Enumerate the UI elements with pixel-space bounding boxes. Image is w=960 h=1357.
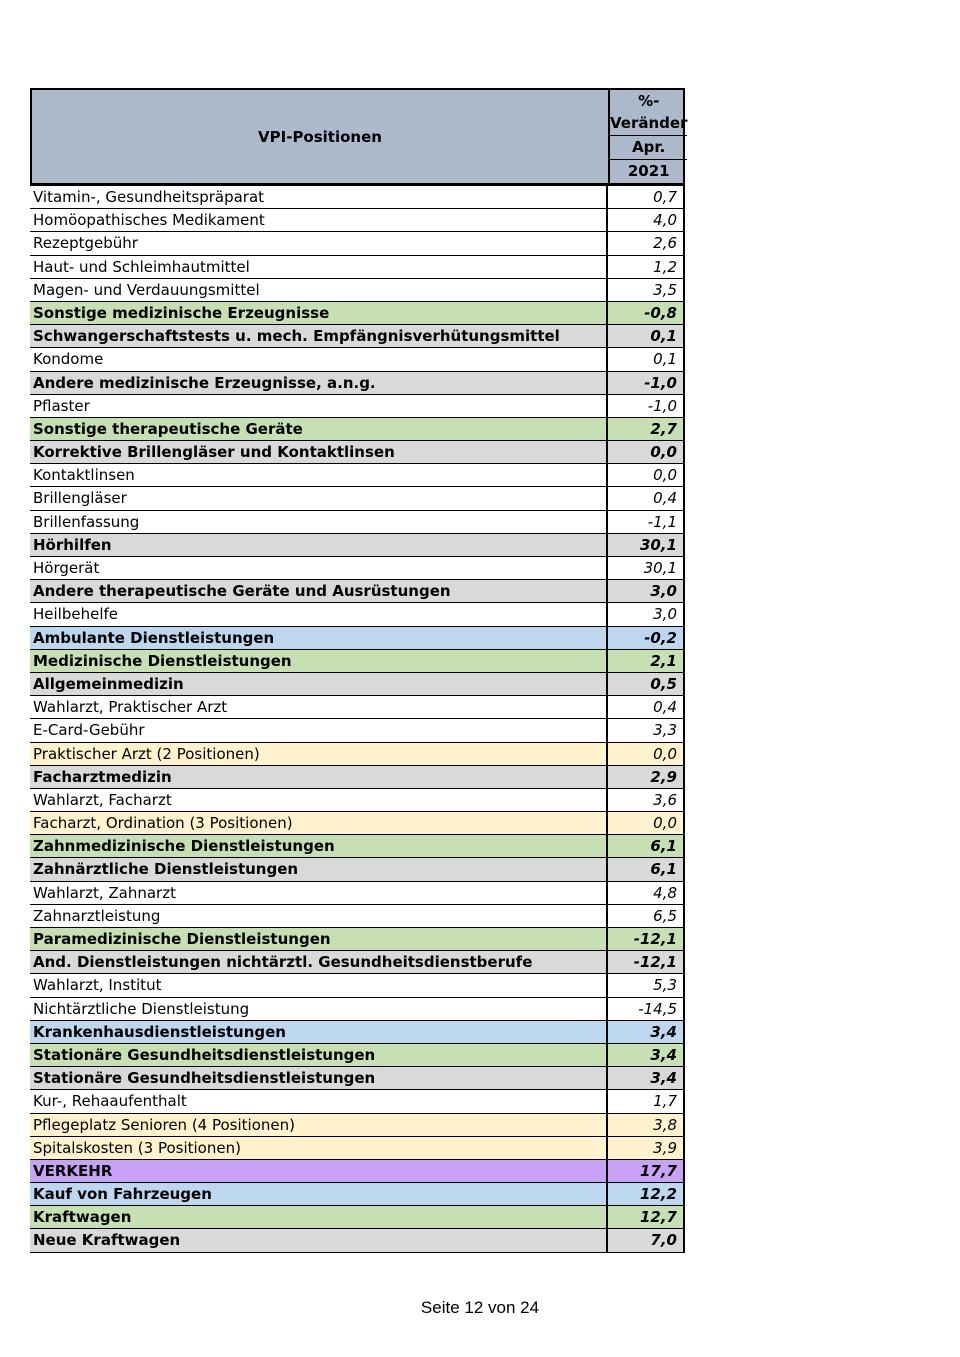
row-label: Kondome [30,348,608,370]
row-label: Heilbehelfe [30,603,608,625]
row-value: -0,2 [608,627,685,649]
table-row [30,882,685,905]
row-value: 2,7 [608,418,685,440]
row-value: 1,7 [608,1090,685,1112]
table-row [30,673,685,696]
row-label: Schwangerschaftstests u. mech. Empfängnisverhütungsmittel [30,325,608,347]
row-value: 0,0 [608,812,685,834]
row-value: 0,5 [608,673,685,695]
row-value: -1,1 [608,511,685,533]
row-label: Pflaster [30,395,608,417]
table-row [30,557,685,580]
header-label: VPI-Positionen [32,90,610,183]
table-row [30,464,685,487]
header-col-line1: %- [638,91,660,110]
row-label: Haut- und Schleimhautmittel [30,256,608,278]
row-label: Brillenfassung [30,511,608,533]
row-label: Wahlarzt, Praktischer Arzt [30,696,608,718]
row-label: Neue Kraftwagen [30,1229,608,1251]
table-row [30,580,685,603]
row-value: 12,2 [608,1183,685,1205]
row-value: 3,8 [608,1114,685,1136]
row-label: E-Card-Gebühr [30,719,608,741]
row-value: 3,6 [608,789,685,811]
row-label: Paramedizinische Dienstleistungen [30,928,608,950]
row-value: 5,3 [608,974,685,996]
table-row [30,743,685,766]
row-value: 30,1 [608,534,685,556]
row-label: Zahnarztleistung [30,905,608,927]
row-label: Rezeptgebühr [30,232,608,254]
row-value: 4,0 [608,209,685,231]
row-label: Ambulante Dienstleistungen [30,627,608,649]
table-row [30,1021,685,1044]
header-column [610,90,687,183]
row-value: 0,7 [608,186,685,208]
row-label: Stationäre Gesundheitsdienstleistungen [30,1044,608,1066]
row-label: VERKEHR [30,1160,608,1182]
row-label: Vitamin-, Gesundheitspräparat [30,186,608,208]
row-value: 1,2 [608,256,685,278]
row-label: Wahlarzt, Zahnarzt [30,882,608,904]
row-label: And. Dienstleistungen nichtärztl. Gesundheitsdienstberufe [30,951,608,973]
row-value: 0,1 [608,325,685,347]
table-row [30,1229,685,1252]
table-row [30,603,685,626]
table-row [30,1137,685,1160]
row-value: 2,9 [608,766,685,788]
table-row [30,186,685,209]
row-label: Brillengläser [30,487,608,509]
row-value: 6,1 [608,835,685,857]
table-row [30,696,685,719]
row-label: Facharzt, Ordination (3 Positionen) [30,812,608,834]
table-row [30,348,685,371]
row-value: -1,0 [608,372,685,394]
row-value: 3,0 [608,603,685,625]
row-label: Zahnärztliche Dienstleistungen [30,858,608,880]
header-col-line3: Apr. [610,136,687,160]
row-value: 0,4 [608,487,685,509]
row-value: 3,4 [608,1044,685,1066]
table-row [30,766,685,789]
row-label: Hörgerät [30,557,608,579]
table-row [30,372,685,395]
table-row [30,418,685,441]
row-label: Hörhilfen [30,534,608,556]
row-value: 0,4 [608,696,685,718]
row-value: 3,0 [608,580,685,602]
row-label: Nichtärztliche Dienstleistung [30,998,608,1020]
row-label: Medizinische Dienstleistungen [30,650,608,672]
row-label: Stationäre Gesundheitsdienstleistungen [30,1067,608,1089]
row-value: 0,0 [608,464,685,486]
row-label: Zahnmedizinische Dienstleistungen [30,835,608,857]
table-row [30,858,685,881]
table-row [30,650,685,673]
row-value: 17,7 [608,1160,685,1182]
row-value: -12,1 [608,951,685,973]
row-value: 3,4 [608,1021,685,1043]
row-value: 0,1 [608,348,685,370]
row-label: Spitalskosten (3 Positionen) [30,1137,608,1159]
row-value: 3,9 [608,1137,685,1159]
table-row [30,1067,685,1090]
row-label: Sonstige medizinische Erzeugnisse [30,302,608,324]
table-body [30,186,685,1253]
row-value: 6,5 [608,905,685,927]
row-label: Kontaktlinsen [30,464,608,486]
row-value: 30,1 [608,557,685,579]
row-label: Kauf von Fahrzeugen [30,1183,608,1205]
row-label: Korrektive Brillengläser und Kontaktlinsen [30,441,608,463]
row-value: 12,7 [608,1206,685,1228]
row-value: 7,0 [608,1229,685,1251]
table-row [30,279,685,302]
row-value: 2,6 [608,232,685,254]
table-row [30,627,685,650]
row-label: Andere therapeutische Geräte und Ausrüstungen [30,580,608,602]
table-row [30,928,685,951]
table-row [30,719,685,742]
table-row [30,1206,685,1229]
table-row [30,395,685,418]
table-row [30,441,685,464]
table-row [30,998,685,1021]
page-footer: Seite 12 von 24 [420,1298,540,1317]
table-row [30,232,685,255]
table-row [30,209,685,232]
table-row [30,1183,685,1206]
table-row [30,812,685,835]
row-label: Kur-, Rehaaufenthalt [30,1090,608,1112]
row-value: 3,5 [608,279,685,301]
table-row [30,835,685,858]
row-label: Wahlarzt, Institut [30,974,608,996]
row-label: Allgemeinmedizin [30,673,608,695]
row-value: -0,8 [608,302,685,324]
table-row [30,1160,685,1183]
row-value: 2,1 [608,650,685,672]
table-header [30,88,688,186]
row-label: Andere medizinische Erzeugnisse, a.n.g. [30,372,608,394]
row-label: Praktischer Arzt (2 Positionen) [30,743,608,765]
row-label: Kraftwagen [30,1206,608,1228]
table-row [30,534,685,557]
row-value: -14,5 [608,998,685,1020]
vpi-table [30,88,688,1253]
row-label: Wahlarzt, Facharzt [30,789,608,811]
table-row [30,1114,685,1137]
table-row [30,789,685,812]
table-row [30,1090,685,1113]
table-row [30,1044,685,1067]
table-row [30,951,685,974]
table-row [30,325,685,348]
table-row [30,974,685,997]
row-value: 3,3 [608,719,685,741]
row-label: Facharztmedizin [30,766,608,788]
header-col-line4: 2021 [627,162,670,181]
header-col-line2: Veränder [610,112,687,136]
row-label: Pflegeplatz Senioren (4 Positionen) [30,1114,608,1136]
row-value: -12,1 [608,928,685,950]
row-label: Homöopathisches Medikament [30,209,608,231]
row-value: 0,0 [608,441,685,463]
table-row [30,487,685,510]
table-row [30,302,685,325]
row-value: -1,0 [608,395,685,417]
row-label: Magen- und Verdauungsmittel [30,279,608,301]
table-row [30,905,685,928]
row-label: Krankenhausdienstleistungen [30,1021,608,1043]
table-row [30,256,685,279]
row-value: 0,0 [608,743,685,765]
row-label: Sonstige therapeutische Geräte [30,418,608,440]
row-value: 3,4 [608,1067,685,1089]
row-value: 6,1 [608,858,685,880]
row-value: 4,8 [608,882,685,904]
table-row [30,511,685,534]
